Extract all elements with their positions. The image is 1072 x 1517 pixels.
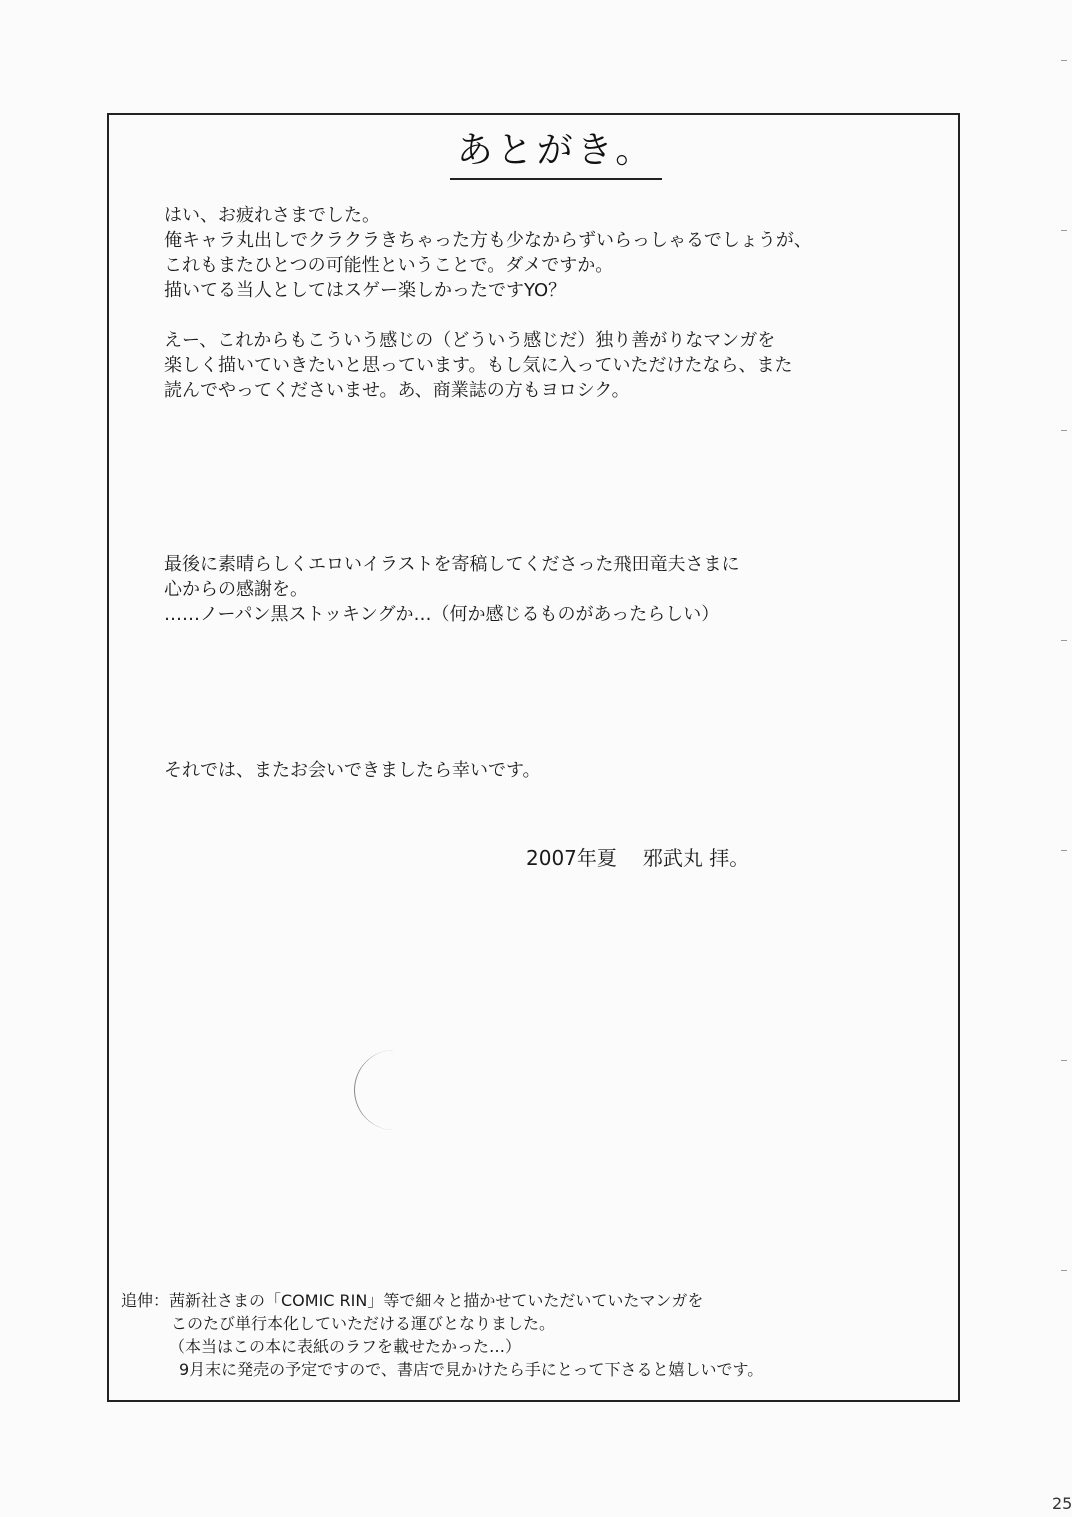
text-line: これもまたひとつの可能性ということで。ダメですか。 xyxy=(164,255,614,276)
paragraph-greeting xyxy=(164,203,812,303)
text-line: 最後に素晴らしくエロいイラストを寄稿してくださった飛田竜夫さまに xyxy=(164,554,740,575)
postscript-line: 追伸：茜新社さまの「COMIC RIN」等で細々と描かせていただいていたマンガを xyxy=(121,1291,704,1310)
postscript xyxy=(121,1289,763,1381)
text-line: 読んでやってくださいませ。あ、商業誌の方もヨロシク。 xyxy=(164,380,630,401)
paragraph-future xyxy=(164,328,793,403)
signature xyxy=(526,844,749,872)
paragraph-thanks xyxy=(164,552,739,627)
bracket-mark xyxy=(354,1050,434,1130)
text-line: 俺キャラ丸出しでクラクラきちゃった方も少なからずいらっしゃるでしょうが、 xyxy=(164,230,812,251)
text-line: それでは、またお会いできましたら幸いです。 xyxy=(164,760,541,781)
edge-mark xyxy=(1061,640,1067,641)
postscript-line: 9月末に発売の予定ですので、書店で見かけたら手にとって下さると嬉しいです。 xyxy=(179,1360,764,1379)
page-title: あとがき。 xyxy=(450,130,662,180)
edge-mark xyxy=(1061,850,1067,851)
edge-mark xyxy=(1061,60,1067,61)
edge-mark xyxy=(1061,1270,1067,1271)
edge-mark xyxy=(1061,1060,1067,1061)
edge-mark xyxy=(1061,430,1067,431)
text-line: ……ノーパン黒ストッキングか…（何か感じるものがあったらしい） xyxy=(164,604,720,625)
text-line: 楽しく描いていきたいと思っています。もし気に入っていただけたなら、また xyxy=(164,355,793,376)
text-line: えー、これからもこういう感じの（どういう感じだ）独り善がりなマンガを xyxy=(164,330,776,351)
text-line: はい、お疲れさまでした。 xyxy=(164,205,380,226)
text-line: 心からの感謝を。 xyxy=(164,579,308,600)
text-line: 描いてる当人としてはスゲー楽しかったですYO？ xyxy=(164,280,567,301)
signature-date: 2007年夏 xyxy=(526,846,617,870)
signature-author: 邪武丸 拝。 xyxy=(642,846,750,870)
postscript-line: このたび単行本化していただける運びとなりました。 xyxy=(171,1314,556,1333)
paragraph-farewell xyxy=(164,758,541,783)
postscript-line: （本当はこの本に表紙のラフを載せたかった…） xyxy=(169,1337,522,1356)
page-number: 25 xyxy=(1052,1494,1072,1513)
edge-mark xyxy=(1061,230,1067,231)
